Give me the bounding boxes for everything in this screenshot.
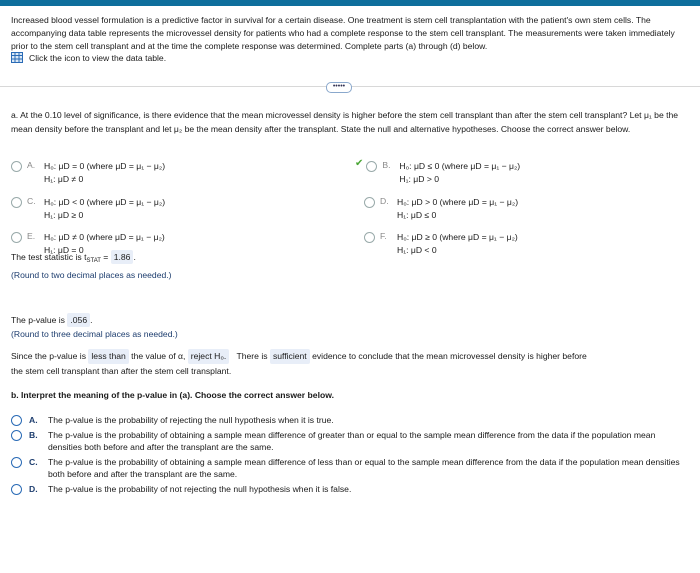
part-b-question: b. Interpret the meaning of the p-value in (a). Choose the correct answer below. [11, 390, 334, 400]
test-stat-input[interactable]: 1.86 [111, 250, 134, 264]
pvalue-note: (Round to three decimal places as needed.) [11, 329, 178, 339]
radio-b-a[interactable] [11, 415, 22, 426]
radio-a[interactable] [11, 161, 22, 172]
option-c[interactable]: C. H₀: μD < 0 (where μD = μ₁ − μ₂) H₁: μD ≥ 0 [11, 196, 165, 221]
radio-d[interactable] [364, 197, 375, 208]
pvalue-block: The p-value is .056 . (Round to three decimal places as needed.) [11, 315, 178, 339]
option-a[interactable]: A. H₀: μD = 0 (where μD = μ₁ − μ₂) H₁: μD ≠ 0 [11, 160, 165, 185]
data-table-link[interactable] [11, 52, 166, 63]
option-d[interactable]: D. H₀: μD > 0 (where μD = μ₁ − μ₂) H₁: μD ≤ 0 [364, 196, 518, 221]
test-stat-note: (Round to two decimal places as needed.) [11, 270, 172, 280]
radio-b-c[interactable] [11, 457, 22, 468]
test-stat-block: The test statistic is $t_{STAT} = 1.86$ . (Round to two decimal places as needed.) [11, 252, 172, 280]
radio-b[interactable] [366, 161, 377, 172]
decision-dropdown[interactable]: reject H₀. [188, 349, 230, 364]
option-e[interactable]: E. H₀: μD ≠ 0 (where μD = μ₁ − μ₂) H₁: μD = 0 [11, 231, 165, 256]
radio-e[interactable] [11, 232, 22, 243]
radio-b-b[interactable] [11, 430, 22, 441]
comparison-dropdown[interactable]: less than [88, 349, 128, 364]
radio-f[interactable] [364, 232, 375, 243]
part-b-option-a[interactable]: A. The p-value is the probability of rejecting the null hypothesis when it is true. [11, 414, 691, 426]
table-icon[interactable] [11, 52, 23, 63]
top-accent-bar [0, 0, 700, 6]
part-b-option-d[interactable]: D. The p-value is the probability of not rejecting the null hypothesis when it is false. [11, 483, 691, 495]
part-b-option-c[interactable]: C. The p-value is the probability of obtaining a sample mean difference of less than or equal to the sample mean difference from the data if the population mean densities both before and after the transplant are the same. [11, 456, 691, 480]
problem-intro: Increased blood vessel formulation is a predictive factor in survival for a certain disease. One treatment is stem cell transplantation with the patient's own stem cells. The accompanying data table represents the microvessel density for patients who had a complete response to the stem cell transplant. The measurements were taken immediately prior to the stem cell transplant and at the time the complete response was determined. Complete parts (a) through (d) below. [11, 15, 675, 51]
radio-c[interactable] [11, 197, 22, 208]
option-f[interactable]: F. H₀: μD ≥ 0 (where μD = μ₁ − μ₂) H₁: μD < 0 [364, 231, 518, 256]
pvalue-input[interactable]: .056 [67, 313, 90, 327]
part-b-options [11, 414, 691, 495]
checkmark-icon: ✔ [355, 158, 364, 169]
part-a-question: a. At the 0.10 level of significance, is there evidence that the mean microvessel density is higher before the stem cell transplant than after the stem cell transplant? Let μ₁ be the mean density before the transplant and let μ₂ be the mean density after the transplant. State the null and alternative hypotheses. Choose the correct answer below. [11, 110, 679, 134]
evidence-dropdown[interactable]: sufficient [270, 349, 310, 364]
conclusion-block: Since the p-value is less than the value of α, reject H₀. There is sufficient evidence to conclude that the mean microvessel density is higher before the stem cell transplant than after the stem cell transplant. [11, 351, 587, 376]
expand-button[interactable]: ••••• [326, 82, 352, 93]
data-link-text[interactable]: Click the icon to view the data table. [29, 52, 167, 63]
radio-b-d[interactable] [11, 484, 22, 495]
option-b[interactable]: ✔ B. H₀: μD ≤ 0 (where μD = μ₁ − μ₂) H₁: μD > 0 [355, 158, 521, 184]
part-b-option-b[interactable]: B. The p-value is the probability of obtaining a sample mean difference of greater than or equal to the sample mean difference from the data if the population mean densities both before and after the transplant are the same. [11, 429, 691, 453]
